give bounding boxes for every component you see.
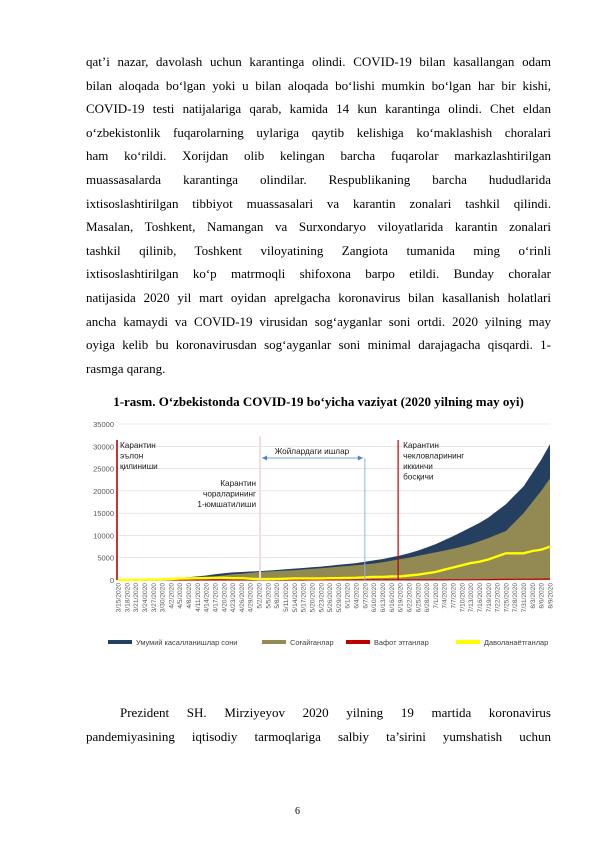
annotation-label: Карантин чораларининг 1-юмшатилиши <box>197 479 257 509</box>
text-line: bilan aloqada bo‘lgan yoki u bilan aloqada bo‘lishi mumkin bo‘lgan har bir kishi, <box>86 77 551 93</box>
annotation-work-label: Жойлардаги ишлар <box>274 447 350 456</box>
text-line: o‘zbekistonlik fuqarolarning uylariga qaytib kelishiga ko‘maklashish choralari <box>86 124 551 140</box>
text-line: ixtisoslashtirilgan tibbiyot muassasalari va karantin zonalari tashkil qilindi. <box>86 195 551 211</box>
legend-swatch <box>262 640 286 644</box>
legend-swatch <box>108 640 132 644</box>
x-tick-label: 7/19/2020 <box>485 583 493 613</box>
x-tick-label: 4/8/2020 <box>186 583 194 609</box>
x-tick-label: 3/21/2020 <box>133 583 141 613</box>
x-tick-label: 5/26/2020 <box>327 583 335 613</box>
text-line: rasmga qarang. <box>86 360 166 376</box>
x-tick-label: 5/20/2020 <box>309 583 317 613</box>
x-tick-label: 3/24/2020 <box>141 583 149 613</box>
figure-caption: 1-rasm. O‘zbekistonda COVID-19 bo‘yicha vaziyat (2020 yilning may oyi) <box>113 394 524 409</box>
x-tick-label: 6/1/2020 <box>344 583 352 609</box>
x-tick-label: 6/25/2020 <box>415 583 423 613</box>
x-tick-label: 5/29/2020 <box>335 583 343 613</box>
text-line: oyiga kelib bu koronavirusdan sog‘ayganlar soni minimal darajagacha qisqardi. 1- <box>86 337 551 353</box>
x-tick-label: 3/30/2020 <box>159 583 167 613</box>
x-tick-label: 7/22/2020 <box>494 583 502 613</box>
x-tick-label: 7/7/2020 <box>450 583 458 609</box>
text-line: tashkil qilinib, Toshkent viloyatining Zangiota tumanida ming o‘rinli <box>86 242 551 258</box>
x-tick-label: 7/31/2020 <box>521 583 529 613</box>
x-tick-label: 6/13/2020 <box>379 583 387 613</box>
y-tick-label: 35000 <box>93 420 114 429</box>
x-tick-label: 4/26/2020 <box>238 583 246 613</box>
x-tick-label: 4/5/2020 <box>177 583 185 609</box>
text-line: Masalan, Toshkent, Namangan va Surxondaryo viloyatlarida karantin zonalari <box>86 219 551 235</box>
legend-label: Вафот этганлар <box>374 638 429 647</box>
y-tick-label: 20000 <box>93 486 114 496</box>
x-tick-label: 6/16/2020 <box>388 583 396 613</box>
x-tick-label: 8/6/2020 <box>538 583 546 609</box>
annotation-label: Карантин эълон қилиниши <box>120 441 158 471</box>
x-tick-label: 6/22/2020 <box>406 583 414 613</box>
y-tick-label: 0 <box>109 576 114 585</box>
text-line: natijasida 2020 yil mart oyidan aprelgacha koronavirus bilan kasallanish holatlari <box>86 289 551 305</box>
paragraph-bottom <box>86 701 551 748</box>
x-tick-label: 3/15/2020 <box>115 583 123 613</box>
x-tick-label: 5/2/2020 <box>256 583 264 609</box>
page-number: 6 <box>295 806 300 817</box>
x-tick-label: 7/16/2020 <box>476 583 484 613</box>
paragraph-top <box>86 50 551 380</box>
legend-label: Даволанаётганлар <box>484 638 549 647</box>
x-tick-label: 4/17/2020 <box>212 583 220 613</box>
x-tick-label: 5/8/2020 <box>274 583 282 609</box>
y-tick-label: 25000 <box>93 464 114 474</box>
x-tick-label: 7/28/2020 <box>512 583 520 613</box>
legend-swatch <box>346 640 370 644</box>
y-tick-label: 5000 <box>97 553 114 563</box>
legend-label: Соғайганлар <box>290 638 334 647</box>
x-tick-label: 8/9/2020 <box>547 583 555 609</box>
text-line: pandemiyasining iqtisodiy tarmoqlariga salbiy ta’sirini yumshatish uchun <box>86 728 551 744</box>
y-tick-label: 15000 <box>93 509 114 519</box>
x-tick-label: 4/29/2020 <box>247 583 255 613</box>
x-tick-label: 5/14/2020 <box>291 583 299 613</box>
legend-label: Умумий касалланишлар сони <box>136 638 238 647</box>
text-line: ancha kamaydi va COVID-19 virusidan sog‘ayganlar soni ortdi. 2020 yilning may <box>86 313 551 329</box>
text-line: ham ko‘rildi. Xorijdan olib kelingan barcha fuqarolar markazlashtirilgan <box>86 148 551 164</box>
x-tick-label: 6/19/2020 <box>397 583 405 613</box>
x-tick-label: 7/25/2020 <box>503 583 511 613</box>
x-tick-label: 3/27/2020 <box>150 583 158 613</box>
text-line: muassasalarda karantinga olindilar. Respublikaning barcha hududlarida <box>86 171 551 187</box>
text-line: COVID-19 testi natijalariga qarab, kamida 14 kun karantinga olindi. Chet eldan <box>86 101 551 117</box>
y-tick-label: 30000 <box>93 442 114 452</box>
text-line: Prezident SH. Mirziyeyov 2020 yilning 19 martida koronavirus <box>120 705 551 720</box>
legend-swatch <box>456 640 480 644</box>
x-tick-label: 8/3/2020 <box>529 583 537 609</box>
x-tick-label: 7/13/2020 <box>468 583 476 613</box>
x-tick-label: 5/17/2020 <box>300 583 308 613</box>
x-tick-label: 4/14/2020 <box>203 583 211 613</box>
x-tick-label: 6/10/2020 <box>371 583 379 613</box>
annotation-label: Карантин чекловларининг иккинчи босқичи <box>403 441 465 482</box>
x-tick-label: 4/11/2020 <box>194 583 202 612</box>
covid-area-chart <box>86 414 556 652</box>
y-tick-label: 10000 <box>93 531 114 541</box>
x-tick-label: 4/2/2020 <box>168 583 176 609</box>
x-tick-label: 6/28/2020 <box>424 583 432 613</box>
x-tick-label: 4/20/2020 <box>221 583 229 613</box>
x-tick-label: 7/4/2020 <box>441 583 449 609</box>
text-line: qat’i nazar, davolash uchun karantinga olindi. COVID-19 bilan kasallangan odam <box>86 54 551 69</box>
x-tick-label: 7/10/2020 <box>459 583 467 613</box>
x-tick-label: 5/11/2020 <box>283 583 291 612</box>
arrow-head-left <box>262 456 267 461</box>
x-tick-label: 5/23/2020 <box>318 583 326 613</box>
x-tick-label: 3/18/2020 <box>124 583 132 613</box>
x-tick-label: 6/7/2020 <box>362 583 370 609</box>
text-line: ixtisoslashtirilgan ko‘p matrmoqli shifoxona barpo etildi. Bunday choralar <box>86 266 551 282</box>
x-tick-label: 4/23/2020 <box>230 583 238 613</box>
arrow-head-right <box>358 456 363 461</box>
x-tick-label: 5/5/2020 <box>265 583 273 609</box>
x-tick-label: 7/1/2020 <box>432 583 440 609</box>
x-tick-label: 6/4/2020 <box>353 583 361 609</box>
